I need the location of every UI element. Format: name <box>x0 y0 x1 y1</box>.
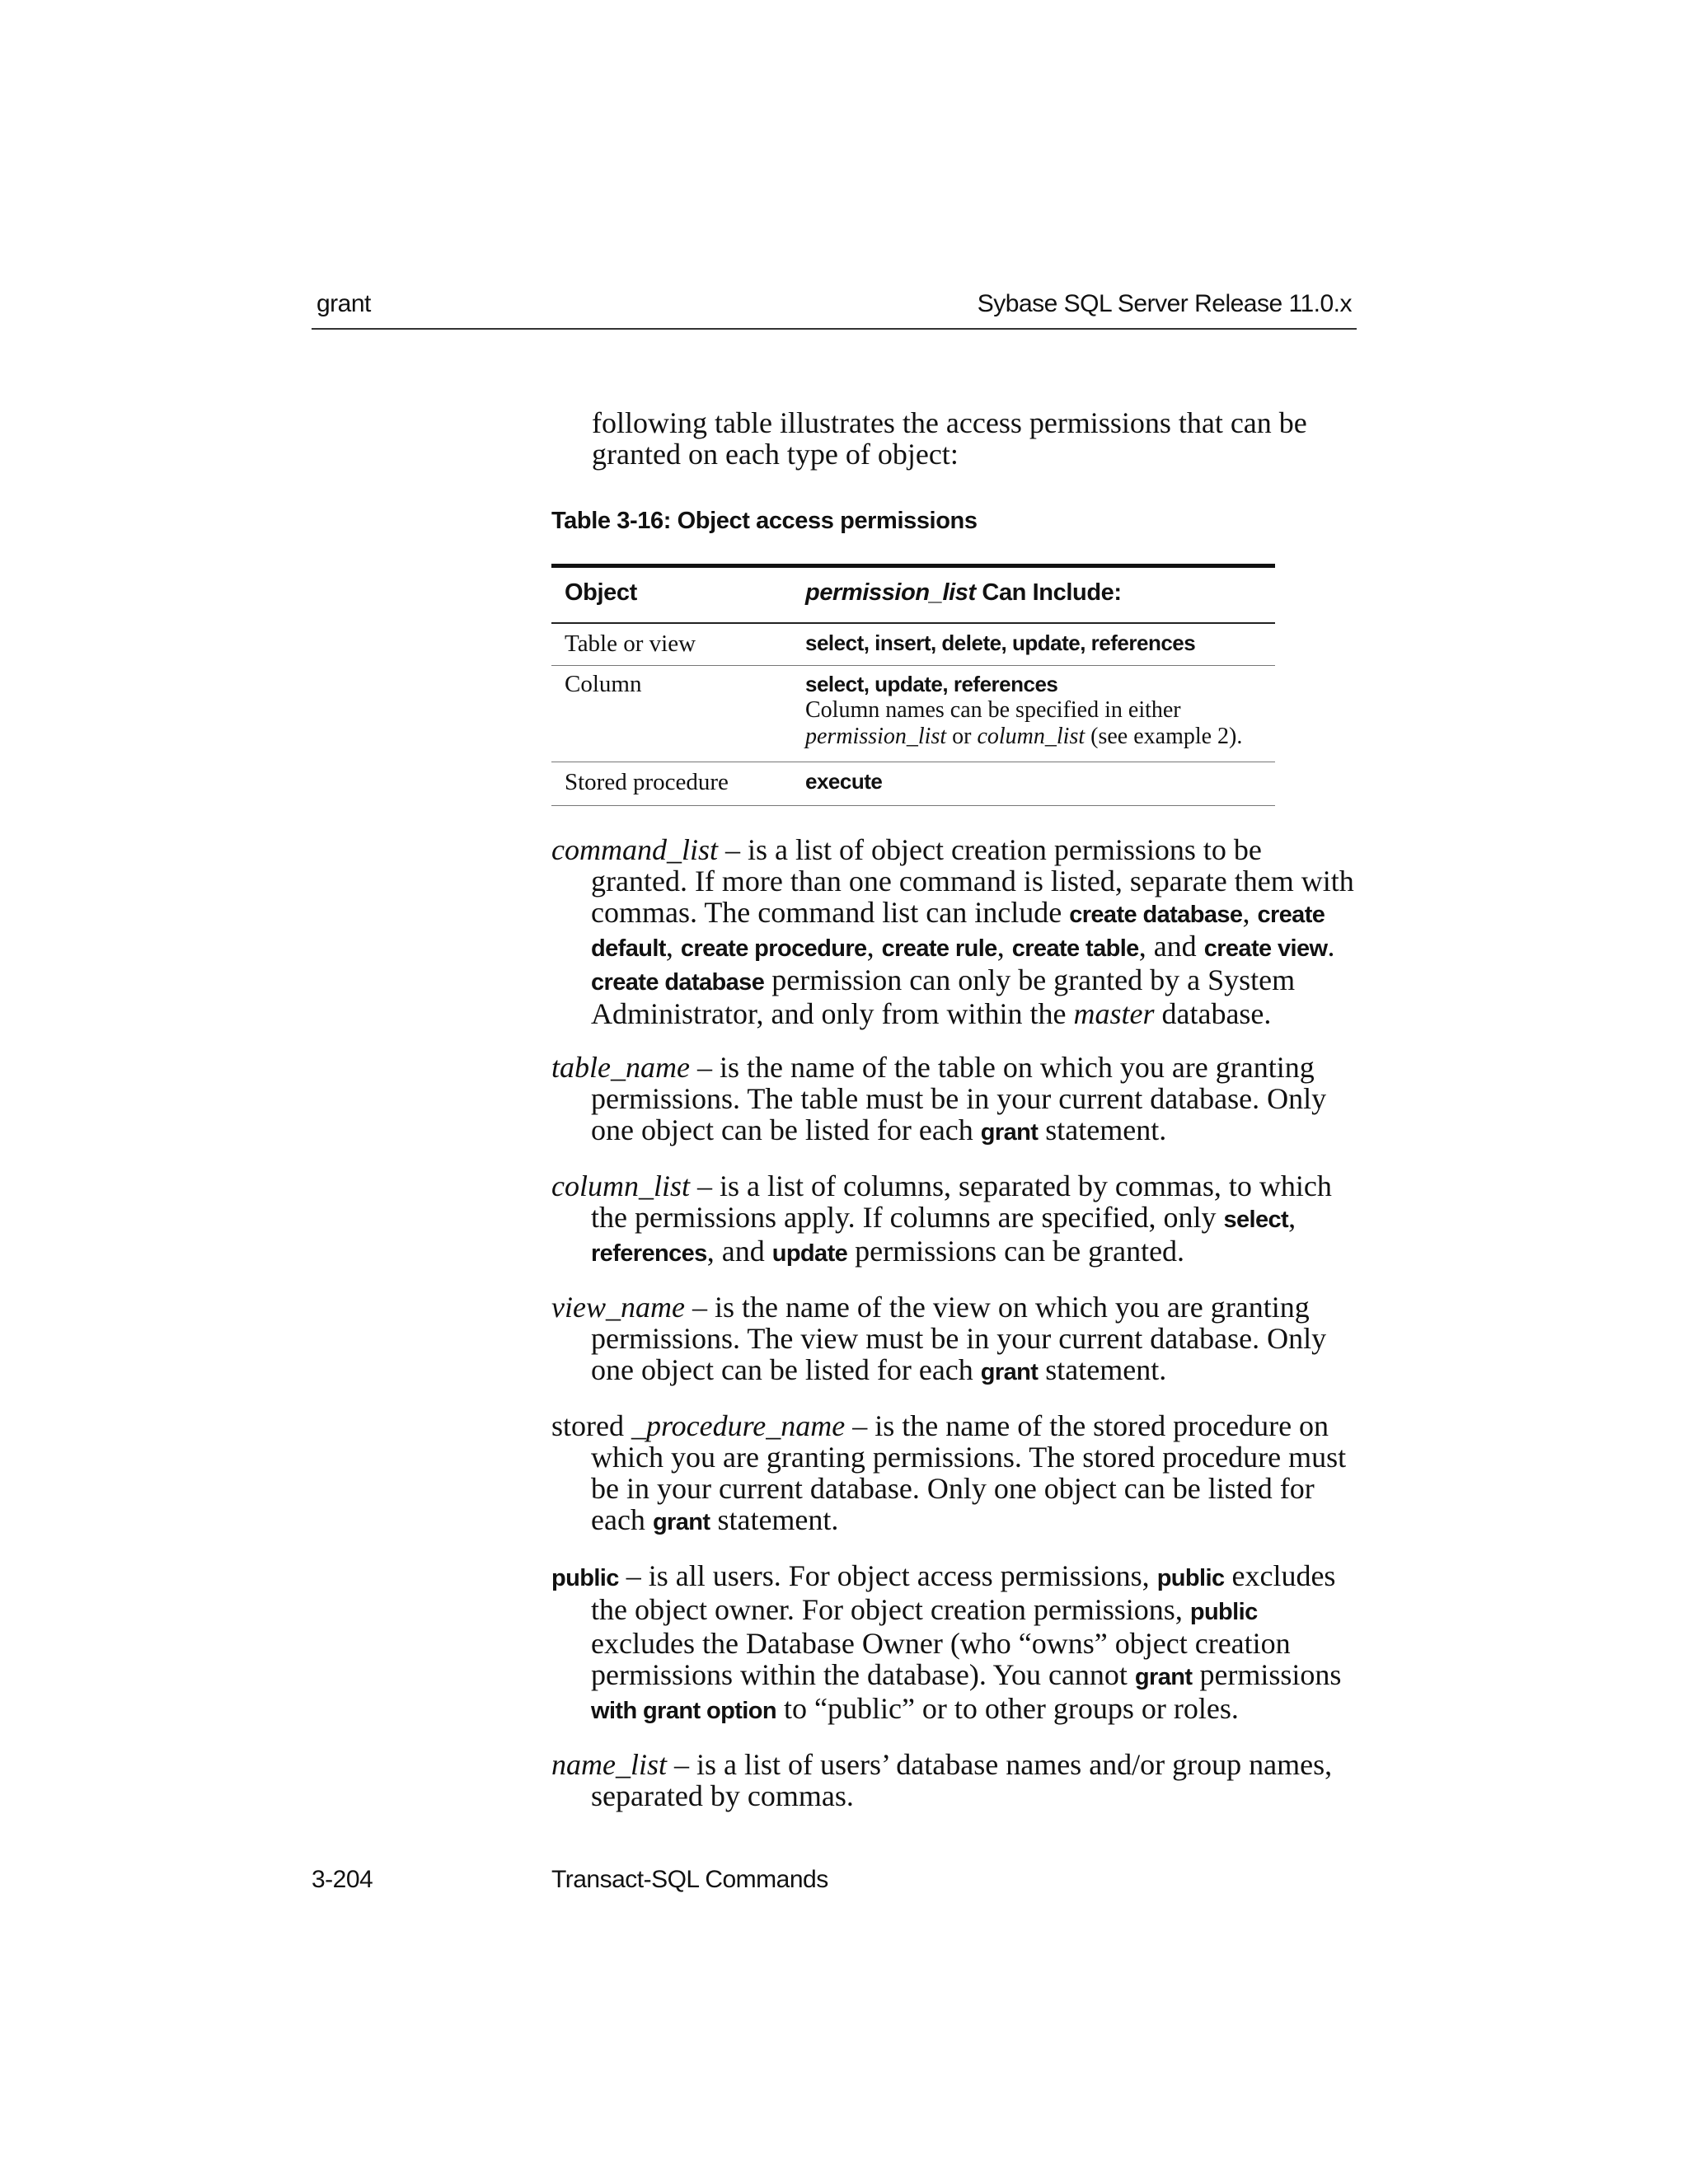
term-command-list: command_list <box>551 833 718 866</box>
row-note-line-2 <box>805 724 1267 750</box>
definition-text: – is all users. For object access permissions, <box>618 1559 1157 1592</box>
definition-text: . <box>1327 930 1335 963</box>
definition-text: excludes the object owner. For object creation permissions, <box>591 1559 1336 1626</box>
definition-text: , <box>1288 1201 1296 1234</box>
code-keyword: grant <box>980 1359 1039 1385</box>
definition-view-name <box>551 1291 1359 1388</box>
code-keyword: public <box>1156 1565 1225 1591</box>
definition-text: statement. <box>710 1503 839 1536</box>
running-header <box>312 285 1357 330</box>
term-stored-prefix: stored <box>551 1409 631 1442</box>
definition-name-list <box>551 1749 1359 1811</box>
definition-text: – is the name of the view on which you are granting permissions. The view must be in your current database. Only one object can be listed for each <box>591 1291 1327 1386</box>
definition-column-list <box>551 1170 1359 1269</box>
term-name-list: name_list <box>551 1748 667 1781</box>
intro-line-1: following table illustrates the access permissions that can be <box>592 406 1307 439</box>
row-note-line-1: Column names can be specified in either <box>805 697 1181 723</box>
row-object: Stored procedure <box>565 769 729 795</box>
header-product-release: Sybase SQL Server Release 11.0.x <box>977 290 1352 317</box>
header-permission-list <box>805 579 1267 607</box>
definition-text: permissions can be granted. <box>847 1235 1185 1268</box>
code-keyword: create view <box>1203 935 1328 962</box>
row-permissions-cell <box>805 671 1267 750</box>
definition-stored-procedure-name <box>551 1410 1359 1538</box>
code-keyword: grant <box>1134 1664 1193 1690</box>
row-permissions: execute <box>805 769 883 794</box>
intro-line-2: granted on each type of object: <box>592 438 959 471</box>
page-number: 3-204 <box>312 1866 373 1893</box>
code-keyword: with grant option <box>591 1698 776 1724</box>
term-view-name: view_name <box>551 1291 685 1324</box>
note-text: or <box>946 724 978 749</box>
code-keyword: grant <box>980 1119 1039 1146</box>
parameter-definitions <box>551 834 1359 1834</box>
header-command-name: grant <box>316 290 371 317</box>
definition-command-list <box>551 834 1359 1029</box>
definition-text: database. <box>1154 997 1272 1030</box>
code-keyword: update <box>771 1240 848 1267</box>
definition-text: – is a list of object creation permissions to be granted. If more than one command is listed, separate them with commas. The command list can include <box>591 833 1354 929</box>
row-object: Column <box>565 671 642 697</box>
object-access-permissions-table <box>551 564 1275 806</box>
definition-text: , <box>665 930 681 963</box>
definition-text: permission can only be granted by a System Administrator, and only from within the <box>591 963 1296 1030</box>
definition-text: statement. <box>1038 1353 1167 1386</box>
table-header-row <box>551 568 1275 624</box>
code-keyword: public <box>1189 1599 1258 1625</box>
definition-public <box>551 1560 1359 1727</box>
term-public: public <box>551 1565 619 1591</box>
code-keyword: create database <box>1069 902 1243 928</box>
table-row <box>551 762 1275 806</box>
definition-text: – is the name of the stored procedure on which you are granting permissions. The stored procedure must be in your current database. Only one object can be listed for each <box>591 1409 1347 1536</box>
term-table-name: table_name <box>551 1051 690 1084</box>
definition-text: to “public” or to other groups or roles. <box>776 1692 1239 1725</box>
definition-text: , <box>866 930 882 963</box>
code-keyword: references <box>591 1240 707 1267</box>
term-column-list: column_list <box>551 1169 690 1202</box>
code-keyword: create procedure <box>680 935 867 962</box>
intro-paragraph <box>592 407 1358 470</box>
note-text: (see example 2). <box>1085 724 1243 749</box>
note-column-list-term: column_list <box>977 724 1085 749</box>
row-permissions: select, insert, delete, update, references <box>805 630 1196 655</box>
definition-text: statement. <box>1038 1113 1167 1146</box>
row-object: Table or view <box>565 630 696 657</box>
header-permission-list-italic: permission_list <box>805 579 976 606</box>
definition-text: , and <box>706 1235 772 1268</box>
definition-text: , <box>1242 896 1258 929</box>
definition-text: excludes the Database Owner (who “owns” object creation permissions within the database). You cannot <box>591 1627 1291 1691</box>
code-keyword: create default <box>591 902 1325 962</box>
code-keyword: grant <box>652 1509 710 1535</box>
footer-section-title: Transact-SQL Commands <box>551 1866 828 1893</box>
code-keyword: create database <box>591 969 765 996</box>
code-keyword: select <box>1223 1207 1289 1233</box>
table-row <box>551 624 1275 666</box>
table-caption: Table 3-16: Object access permissions <box>551 508 978 534</box>
header-permission-list-rest: Can Include: <box>975 579 1122 606</box>
code-keyword: create table <box>1011 935 1139 962</box>
code-keyword: create rule <box>881 935 997 962</box>
definition-text: , <box>996 930 1012 963</box>
definition-text: , and <box>1138 930 1204 963</box>
header-object: Object <box>565 579 637 606</box>
definition-text: – is a list of columns, separated by commas, to which the permissions apply. If columns are specified, only <box>591 1169 1332 1234</box>
term-procedure-name: _procedure_name <box>631 1409 846 1442</box>
row-permissions: select, update, references <box>805 672 1058 696</box>
definition-text: – is the name of the table on which you are granting permissions. The table must be in your current database. Only one object can be listed for each <box>591 1051 1327 1146</box>
definition-text: permissions <box>1192 1658 1342 1691</box>
note-permission-list-term: permission_list <box>805 724 947 749</box>
table-row <box>551 666 1275 762</box>
definition-text: – is a list of users’ database names and/or group names, separated by commas. <box>591 1748 1333 1812</box>
definition-table-name <box>551 1052 1359 1148</box>
database-name: master <box>1073 997 1155 1030</box>
